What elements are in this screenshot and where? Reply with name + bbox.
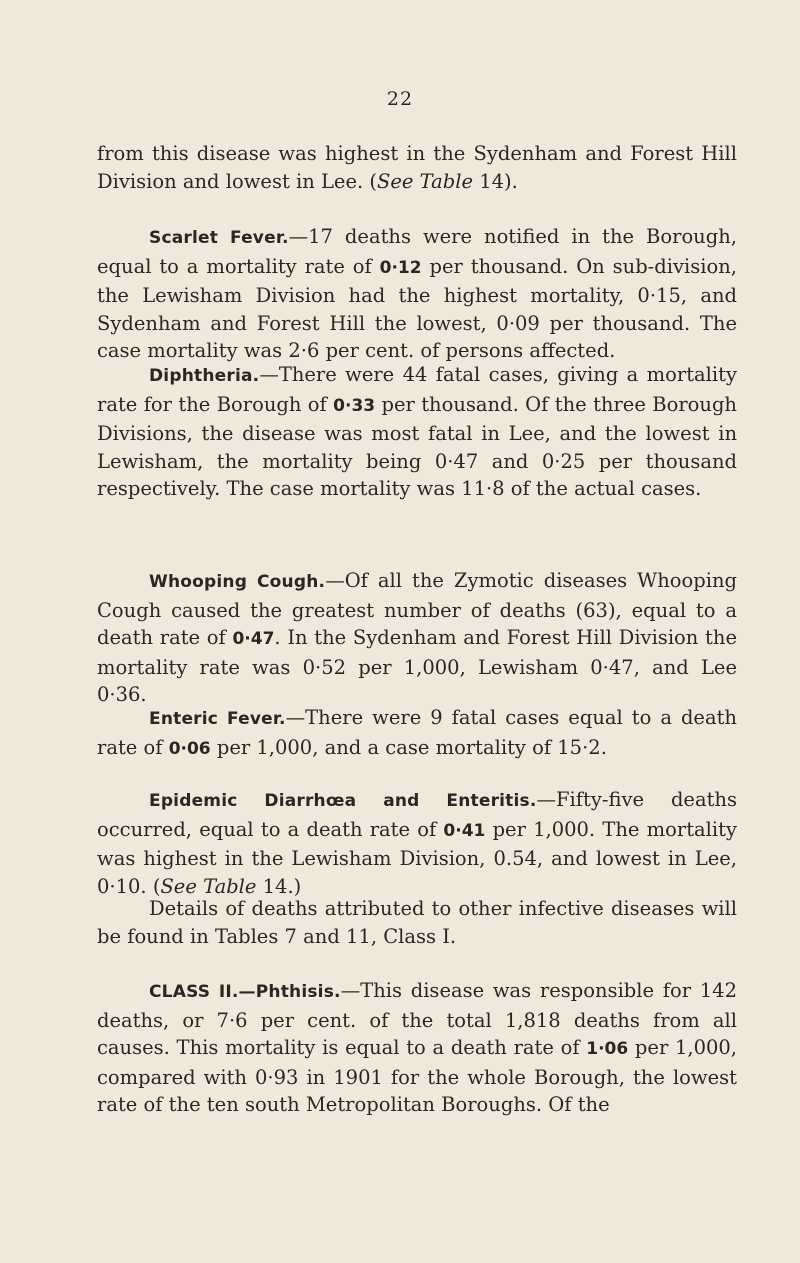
whooping-cough-rate: 0·47 [232,629,275,650]
scarlet-fever-rate: 0·12 [379,257,422,278]
diphtheria-text-2: per thousand. Of the three Borough Divisions, the disease was most fatal in Lee, and the lowest in Lewisham, the mortality being 0·47 and 0·25 per thousand respectively. The case mortality was 11·8 of the actual cases. [97,392,737,501]
epidemic-diarrhoea-rate: 0·41 [443,820,486,841]
diphtheria-paragraph [97,361,737,503]
whooping-cough-paragraph [97,567,737,709]
intro-tail: 14). [473,169,518,193]
intro-text: from this disease was highest in the Sydenham and Forest Hill Division and lowest in Lee. ( [97,142,737,193]
see-table-reference: See Table [160,874,257,898]
see-table-reference: See Table [377,169,474,193]
diphtheria-rate: 0·33 [333,395,376,416]
page-number: 22 [386,88,414,110]
epidemic-diarrhoea-paragraph [97,786,737,900]
whooping-cough-heading: Whooping Cough. [149,572,326,592]
scarlet-fever-heading: Scarlet Fever. [149,228,289,248]
enteric-fever-text-1: —There were 9 fatal cases equal to a death rate of [97,706,737,759]
epidemic-diarrhoea-text-2: per 1,000. The mortality was highest in the Lewisham Division, 0.54, and lowest in Lee, 0·10. ( [97,817,737,898]
diphtheria-text-1: —There were 44 fatal cases, giving a mortality rate for the Borough of [97,363,737,416]
enteric-fever-paragraph [97,704,737,763]
scarlet-fever-paragraph [97,223,737,365]
enteric-fever-heading: Enteric Fever. [149,709,286,729]
details-paragraph [97,895,737,950]
class-two-phthisis-text-2: per 1,000, compared with 0·93 in 1901 for the whole Borough, the lowest rate of the ten south Metropolitan Boroughs. Of the [97,1036,737,1117]
class-two-phthisis-rate: 1·06 [586,1039,629,1060]
epidemic-diarrhoea-tail: 14.) [256,874,302,898]
diphtheria-heading: Diphtheria. [149,366,260,386]
class-two-phthisis-heading: CLASS II.—Phthisis. [149,982,341,1002]
epidemic-diarrhoea-heading: Epidemic Diarrhœa and Enteritis. [149,791,537,811]
class-two-phthisis-paragraph [97,977,737,1119]
details-text: Details of deaths attributed to other infective diseases will be found in Tables 7 and 11, Class I. [97,897,737,948]
whooping-cough-text-2: . In the Sydenham and Forest Hill Division the mortality rate was 0·52 per 1,000, Lewisham 0·47, and Lee 0·36. [97,626,737,707]
scarlet-fever-text-1: —17 deaths were notified in the Borough, equal to a mortality rate of [97,225,737,278]
class-two-phthisis-text-1: —This disease was responsible for 142 deaths, or 7·6 per cent. of the total 1,818 deaths from all causes. This mortality is equal to a death rate of [97,979,737,1060]
enteric-fever-text-2: per 1,000, and a case mortality of 15·2. [210,735,607,759]
scarlet-fever-text-2: per thousand. On sub-division, the Lewisham Division had the highest mortality, 0·15, and Sydenham and Forest Hill the lowest, 0·09 per thousand. The case mortality was 2·6 per cent. of persons affected. [97,254,737,363]
epidemic-diarrhoea-text-1: —Fifty-five deaths occurred, equal to a death rate of [97,788,737,841]
whooping-cough-text-1: —Of all the Zymotic diseases Whooping Cough caused the greatest number of deaths (63), equal to a death rate of [97,569,737,650]
intro-paragraph [97,140,737,195]
enteric-fever-rate: 0·06 [168,738,211,759]
